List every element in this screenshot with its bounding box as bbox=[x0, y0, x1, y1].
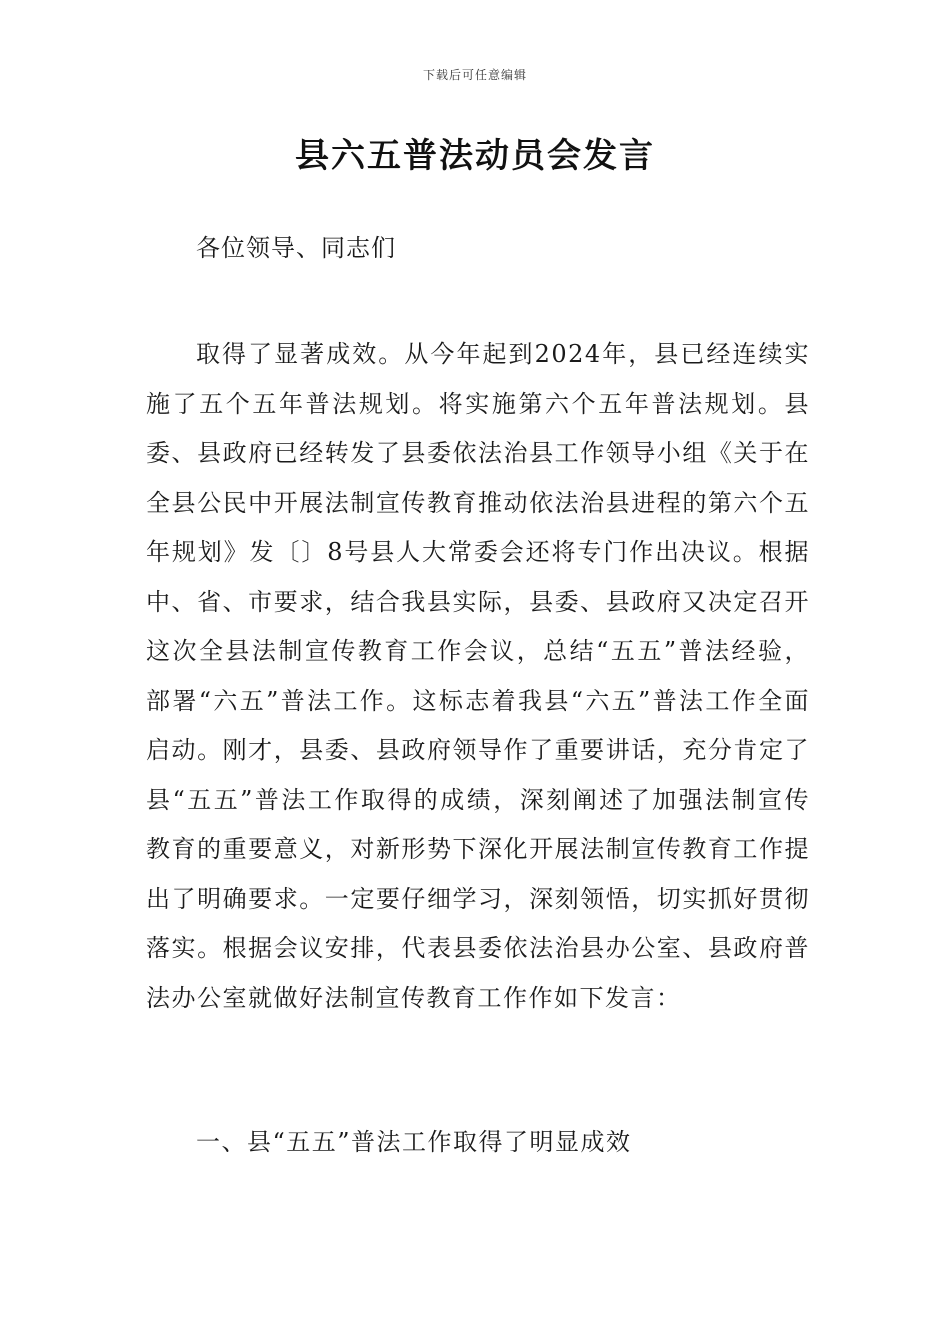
salutation: 各位领导、同志们 bbox=[196, 234, 396, 262]
page-header-note: 下载后可任意编辑 bbox=[422, 68, 527, 82]
body-paragraph: 取得了显著成效。从今年起到2024年，县已经连续实施了五个五年普法规划。将实施第六个五年普法规划。县委、县政府已经转发了县委依法治县工作领导小组《关于在全县公民中开展法制宣传教育推动依法治县进程的第六个五年规划》发〔〕8号县人大常委会还将专门作出决议。根据中、省、市要求，结合我县实际，县委、县政府又决定召开这次全县法制宣传教育工作会议，总结“五五”普法经验，部署“六五”普法工作。这标志着我县“六五”普法工作全面启动。刚才，县委、县政府领导作了重要讲话，充分肯定了县“五五”普法工作取得的成绩，深刻阐述了加强法制宣传教育的重要意义，对新形势下深化开展法制宣传教育工作提出了明确要求。一定要仔细学习，深刻领悟，切实抓好贯彻落实。根据会议安排，代表县委依法治县办公室、县政府普法办公室就做好法制宣传教育工作作如下发言： bbox=[146, 340, 810, 1012]
document-title: 县六五普法动员会发言 bbox=[295, 136, 655, 176]
section-heading: 一、县“五五”普法工作取得了明显成效 bbox=[196, 1128, 632, 1156]
